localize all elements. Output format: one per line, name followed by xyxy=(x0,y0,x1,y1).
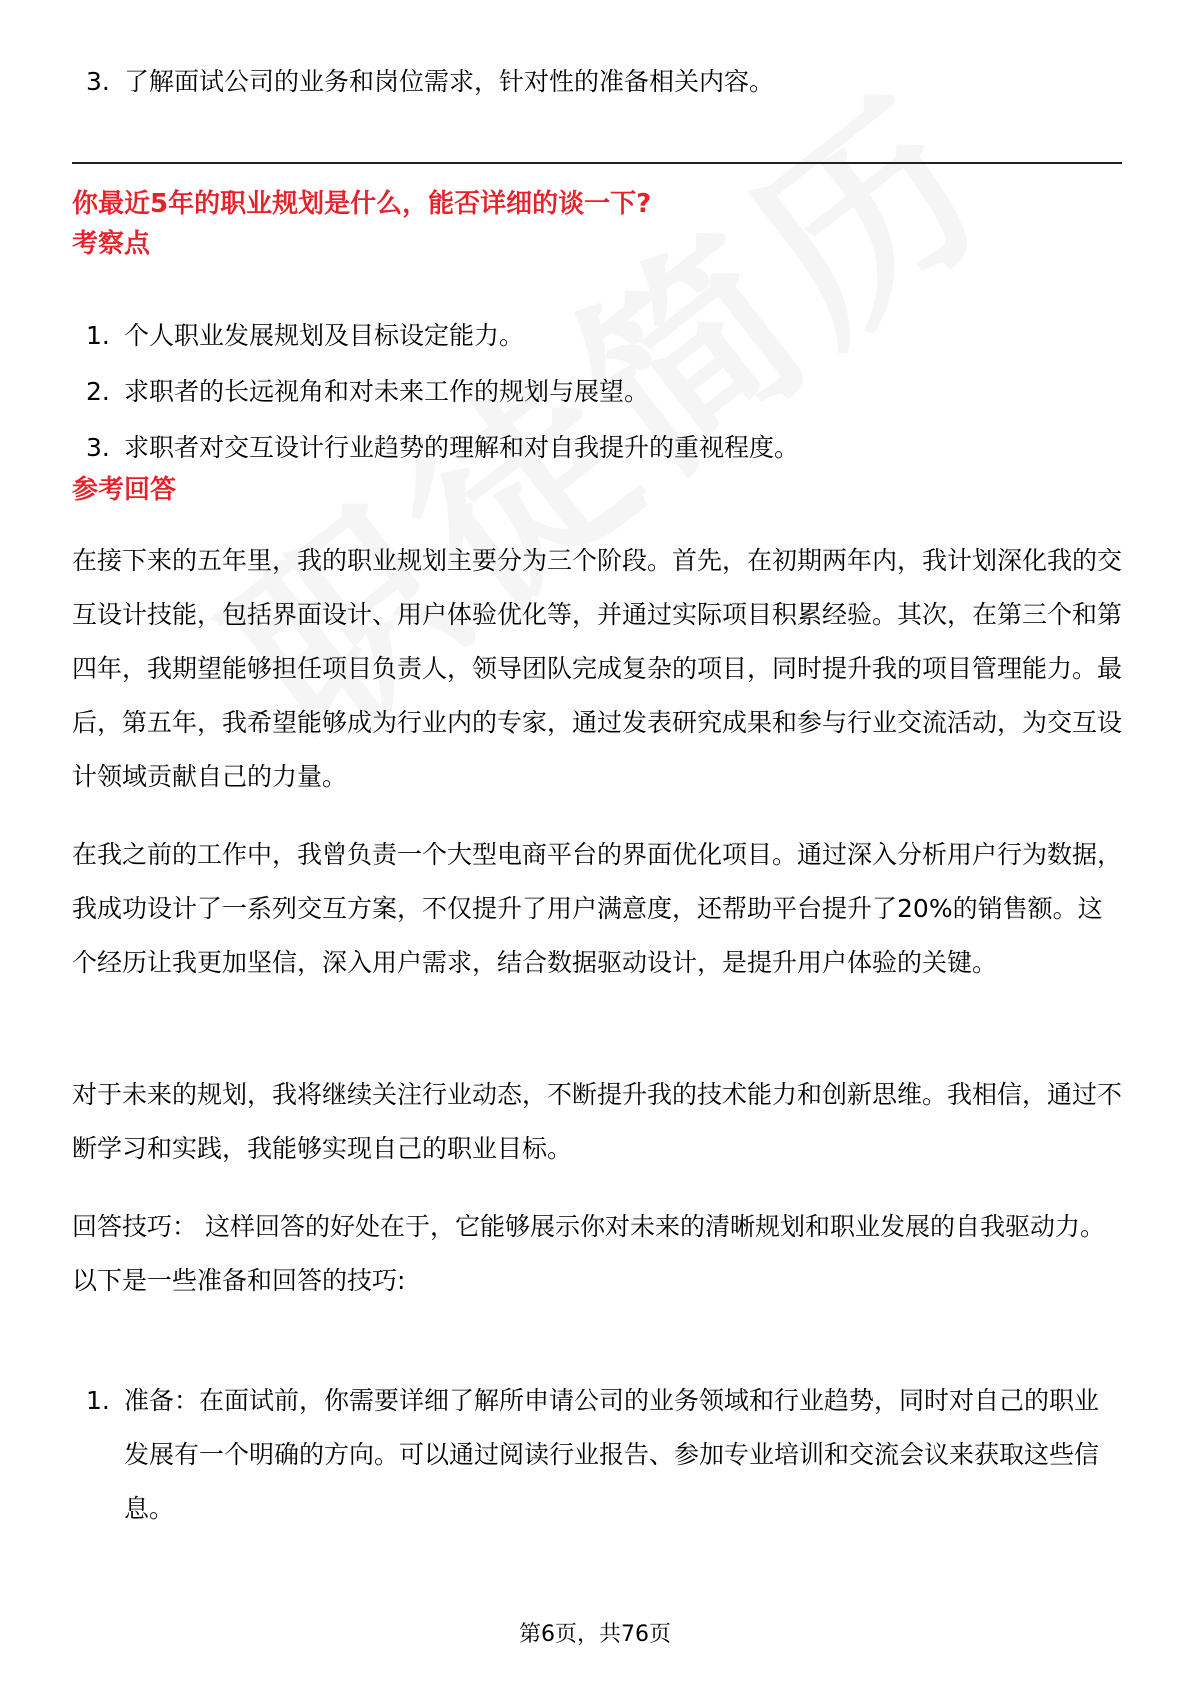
exam-points-heading: 考察点 xyxy=(72,229,151,259)
list-item xyxy=(72,430,1122,466)
list-text: 求职者的长远视角和对未来工作的规划与展望。 xyxy=(124,377,650,406)
list-text: 个人职业发展规划及目标设定能力。 xyxy=(124,321,525,350)
list-number: 2. xyxy=(86,377,110,406)
question-heading: 你最近5年的职业规划是什么，能否详细的谈一下? xyxy=(72,189,652,219)
list-text: 了解面试公司的业务和岗位需求，针对性的准备相关内容。 xyxy=(124,67,775,96)
previous-list xyxy=(72,64,1122,100)
answer-paragraph: 对于未来的规划，我将继续关注行业动态，不断提升我的技术能力和创新思维。我相信，通过不断学习和实践，我能够实现自己的职业目标。 xyxy=(72,1080,1123,1163)
list-item xyxy=(72,1374,1122,1536)
list-number: 1. xyxy=(86,321,110,350)
list-item xyxy=(72,374,1122,410)
list-text: 准备：在面试前，你需要详细了解所申请公司的业务领域和行业趋势，同时对自己的职业发展有一个明确的方向。可以通过阅读行业报告、参加专业培训和交流会议来获取这些信息。 xyxy=(124,1386,1100,1523)
tips-list xyxy=(72,1374,1122,1536)
list-number: 1. xyxy=(86,1386,110,1415)
answer-paragraph: 在接下来的五年里，我的职业规划主要分为三个阶段。首先，在初期两年内，我计划深化我的交互设计技能，包括界面设计、用户体验优化等，并通过实际项目积累经验。其次，在第三个和第四年，我期望能够担任项目负责人，领导团队完成复杂的项目，同时提升我的项目管理能力。最后，第五年，我希望能够成为行业内的专家，通过发表研究成果和参与行业交流活动，为交互设计领域贡献自己的力量。 xyxy=(72,546,1123,791)
divider xyxy=(72,162,1122,164)
list-text: 求职者对交互设计行业趋势的理解和对自我提升的重视程度。 xyxy=(124,433,800,462)
list-number: 3. xyxy=(86,433,110,462)
answer-paragraph: 在我之前的工作中，我曾负责一个大型电商平台的界面优化项目。通过深入分析用户行为数据，我成功设计了一系列交互方案，不仅提升了用户满意度，还帮助平台提升了20%的销售额。这个经历让我更加坚信，深入用户需求，结合数据驱动设计，是提升用户体验的关键。 xyxy=(72,840,1123,977)
list-number: 3. xyxy=(86,67,110,96)
exam-points-list xyxy=(72,318,1122,486)
answer-tips-intro: 回答技巧： 这样回答的好处在于，它能够展示你对未来的清晰规划和职业发展的自我驱动力。以下是一些准备和回答的技巧: xyxy=(72,1212,1105,1295)
page-number: 第6页，共76页 xyxy=(519,1622,671,1647)
answer-heading: 参考回答 xyxy=(72,475,177,505)
list-item xyxy=(72,318,1122,354)
list-item xyxy=(72,64,1122,100)
